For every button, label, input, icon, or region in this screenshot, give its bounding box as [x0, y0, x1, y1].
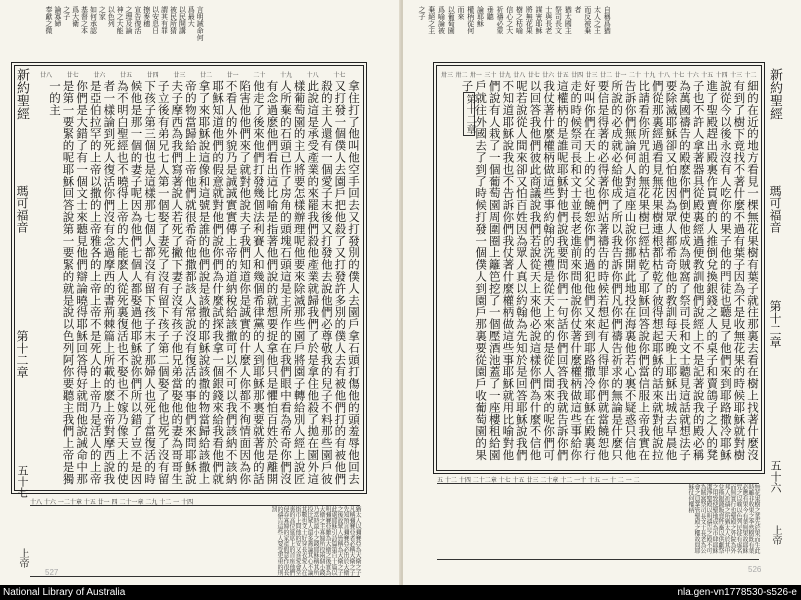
verse-numeral: 廿六: [93, 72, 106, 79]
top-note: 爲大衛: [71, 6, 80, 27]
footer-library-name: National Library of Australia: [3, 587, 126, 598]
left-page-number: 五十七: [16, 465, 29, 498]
archive-footer: [0, 585, 801, 600]
verse-numeral: 廿七: [66, 72, 79, 79]
top-note: 之子: [62, 6, 71, 20]
right-volume-mark: 上帝: [770, 525, 781, 545]
top-note: 爲喻論被: [437, 6, 446, 34]
top-note: 擦麥穗: [142, 6, 151, 27]
verse-numeral: 廿二: [200, 72, 213, 79]
right-body-text: 細的在近的地方看見一棵無花果樹有葉子就往那裏去看在樹上找著什麼沒有到了樹下竟找不著什麼不過有葉子因為不是收無花果的時候耶穌就對樹說從今以後永沒有人吃你的果子他的門徒也聽見了他們來到耶路撒冷耶穌進了聖殿趕出殿裏作買賣的人推倒兌換銀錢之人的桌子和賣鴿子之人的凳子也不許人拿著器具從殿裏經過便教訓他們說經上不是記著說我的殿必稱為萬國禱告的殿麽你們倒使他成為賊窩了祭司長和文士聽見這話就想法子要除滅耶穌卻又怕他因為眾人都希奇他的教訓每天晚上耶穌出城去早晨他們從那裏經過看見無花果樹連根都枯乾了彼得想起耶穌的話來就對他說拉比請看你所咒詛的無花果樹已經枯乾了耶穌回答說你們當信服上帝我實在告訴你們無論何人對這座山說你挪開此地投在海裏他若心裏不疑惑只信他所說的必成就必給他成了所以我告訴你們凡你們禱告祈求的無論是什麼只要信是得著的必得著你們站著禱告的時候若想起有人得罪你們就當饒恕他好叫你們在天上的父也饒恕你們的過犯他們又來到耶路撒冷耶穌在殿裏行走的時候祭司長和文士並長老進前來問他說你仗著什麼權柄做這些事給你這權柄的是誰呢耶穌對他們說我要問你們一句話你們回答我我就告訴你們我仗著什麼權柄做這些事約翰的洗禮是從天上來的是從人間來的呢你們可以回答我他們彼此商議說我們若說從天上來他必說這樣你們為什麼不信他呢若說從人間來卻又怕百姓因為眾人真以約翰為先知於是回答耶穌說我們不知道耶穌說我也不告訴你們我仗著什麼權柄做這些事耶穌就用比喻對他們說有人栽了一個葡萄園周圍圈上籬笆挖了一個壓酒池蓋了一座樓租給園戶就往外國去了到了時候打發一個僕人到園戶那裏要從園戶收葡萄園的果子: [460, 80, 760, 461]
top-note: 將無花果: [525, 6, 534, 34]
verse-numeral: 十八: [657, 72, 670, 79]
verse-numeral: 廿六: [542, 72, 555, 79]
verse-numeral: 廿三: [585, 72, 598, 79]
top-note: 之家: [98, 6, 107, 20]
top-note: 之理及論: [125, 6, 133, 34]
chapter-marker-box: 第十二章: [464, 94, 475, 134]
verse-numeral: 十七: [672, 72, 685, 79]
left-volume-mark: 上帝: [17, 548, 28, 568]
top-note: 信心之大: [505, 6, 514, 34]
verse-numeral: 卅三: [441, 72, 454, 79]
top-note: 權柄從何: [466, 6, 475, 34]
verse-numeral: 十九: [280, 72, 293, 79]
left-stamp-number: 527: [45, 568, 59, 577]
top-note: 論耶穌: [476, 6, 485, 27]
top-note: 猶太國主: [564, 6, 573, 34]
right-chapter-label: 第十二章: [768, 300, 782, 348]
left-gospel-name: 瑪可福音: [15, 185, 29, 233]
verse-numeral: 廿四: [146, 72, 159, 79]
verse-numeral: 十二: [744, 72, 757, 79]
top-note: 士與長老: [544, 6, 553, 34]
top-note: 祈禱必蒙: [496, 6, 504, 34]
top-note: 宣告復活: [133, 6, 142, 34]
right-gospel-name: 瑪可福音: [768, 185, 782, 233]
top-note: 謀害耶穌: [535, 6, 543, 34]
verse-numeral: 廿一: [614, 72, 627, 79]
right-book-title: 新約聖經: [767, 68, 782, 120]
top-note: 以色列: [107, 6, 116, 27]
verse-numeral: 十七: [333, 72, 346, 79]
verse-numeral: 卅二: [455, 72, 468, 79]
right-reference-header: 五 十二 十四 二十二章 十七 十五 廿三 二十章 十二 一十 十五 一 十 二 一 二: [437, 477, 640, 484]
top-note: 言明誡命何: [196, 6, 205, 41]
top-note: 太人之王: [593, 6, 602, 34]
verse-numeral: 十九: [643, 72, 656, 79]
top-note: 以安息日: [151, 6, 160, 34]
verse-numeral: 廿一: [226, 72, 239, 79]
verse-numeral: 廿九: [498, 72, 511, 79]
top-note: 以民開講: [178, 6, 187, 34]
top-note: 謂其有罪: [160, 6, 169, 34]
top-note: 被民所猜: [169, 6, 178, 34]
verse-numeral: 廿五: [556, 72, 569, 79]
verse-numeral: 廿七: [527, 72, 540, 79]
top-note: 論寡婦: [53, 6, 62, 27]
left-reference-text: 猶太人以彌賽亞為大衛之子凡稱彌賽亞者必稱大衛之子先知預言彌賽亞必出於大衛之後故眾人皆稱為大衛之子此處耶穌引詩篇第百十篇以明彌賽亞雖為大衛之後實為大衛之主寡婦所投兩個小錢乃當時最小之錢耶穌稱其所投比眾人還多蓋論其心不論其數也文士好穿長衣愛人在街市上問他的安又喜愛會堂裏的高位筵席上的首座他們侵吞寡婦的家產假意作很長的禱告這些人要受更重的刑罰: [270, 506, 361, 576]
verse-numeral: 十六: [686, 72, 699, 79]
verse-numeral: 廿八: [513, 72, 526, 79]
left-chapter-label: 第十二章: [15, 330, 29, 378]
verse-numeral: 卅一: [469, 72, 482, 79]
top-note: 神之大能: [116, 6, 125, 34]
right-reference-text: 無花果樹之葉先於果而生此時雖非收果之季然樹既有葉必應有果今有葉無果故耶穌咒之以喻以色列民徒有虛名而無實行也聖殿之外院為外邦人祈禱之所猶太人於其中兌換銀錢販賣牲畜以供獻祭之用致使聖地成為市肆耶穌潔淨聖殿以明禱告之殿不可為賊窩祭司長文士長老為公會之員掌管聖殿之權故問耶穌仗何權柄: [687, 484, 760, 554]
verse-numeral: 三十: [484, 72, 497, 79]
right-stamp-number: 526: [748, 565, 762, 574]
verse-numeral: 十四: [715, 72, 728, 79]
top-note: 而反被棄: [583, 6, 592, 34]
right-page-number: 五十六: [769, 460, 782, 493]
left-page: [0, 0, 400, 585]
top-note: 如何承認: [89, 6, 98, 34]
verse-numeral: 十五: [701, 72, 714, 79]
verse-numeral: 十三: [730, 72, 743, 79]
verse-numeral: 二十: [628, 72, 641, 79]
verse-numeral: 二十: [253, 72, 266, 79]
top-note: 垂聽: [486, 6, 495, 20]
verse-numeral: 廿五: [120, 72, 133, 79]
top-note: 自稱爲猶: [603, 6, 612, 34]
top-note: 而來: [457, 6, 465, 20]
top-note: 祭司長文: [554, 6, 563, 34]
verse-numeral: 廿四: [571, 72, 584, 79]
top-note: 爲最大: [187, 6, 196, 27]
right-reference-notes: [437, 483, 759, 560]
top-note: 以葡萄園: [447, 6, 456, 34]
left-reference-notes: [30, 505, 360, 577]
footer-record-id: nla.gen-vn1778530-s526-e: [677, 587, 797, 598]
top-note: 樹之枯喻: [515, 6, 524, 34]
left-body-text: 拿住打了他叫他空手回去又打發別的僕人去園戶拿石頭打傷他的頭羞辱他回去又打發一個僕人去園戶把他殺了又打發許多別的僕人去有被他們打的有被他們殺的主人還有一個愛子末後又打發他去說他們必尊敬我的兒子不料那些園戶彼此說這是承受產業的來罷我們殺他產業就歸我們了於是拿住他殺了拋在園外這樣葡萄園的主人將要怎樣辦理呢他要來除滅那些園戶將園子轉給別人經上說匠人所棄的石頭已作了房角的頭塊石頭這是主所作的在我們眼中看為希奇你們沒有念過麽他們看出這比喻是指著他們說的就想要捉拿他只是懼怕百姓於是離開他走了後來他們打發幾個法利賽人和幾個希律黨的人到耶穌那裏要就著他的話陷害他他們來了就對他說夫子我們知道你是誠實的什麼人你都不徇情面因為你不看人的外貌乃是誠誠實實傳上帝的道納稅給該撒可以不可以我們該納不該納耶穌知道他們的假意就對他們說你們為什麼試探我拿一個銀錢來給我看他們就拿了來耶穌說這像和這號是誰的他們說是該撒的耶穌說該撒的物當歸給該撒上帝的物當歸給上帝他們就很希奇他撒都該人常說沒有復活的事他們來問耶穌說夫子摩西為我們寫著說人若死了撇下妻子沒有孩子他兄弟當娶他的妻為哥哥生子立後有弟兄七人第一個娶了妻死了沒有留下孩子第二個娶了他也死了沒有留下孩子第三個也是這樣那七個人都沒有留下孩子末了那婦人也死了當復活的時候他是那一個的妻子呢因為他們七個人都娶過他耶穌說你們所以錯了豈不是因為不明白聖經也不曉得上帝的大能麽人從死裏復活也不娶也不嫁乃像天上的使者一樣論到死人復活你們沒有念過摩西的書荊棘篇上所載的麽上帝對摩西說我是亞伯拉罕的上帝以撒的上帝雅各的上帝上帝不是死人的上帝乃是活人的上帝你們是大錯了有一個文士來聽見他們辯論曉得耶穌回答得好就問他說誡命中那是第一要緊的呢耶穌回答說第一要緊的就是說以色列阿你要聽主我們上帝是獨一的主: [47, 80, 361, 485]
top-note: 棄絕之主: [427, 6, 436, 34]
top-note: 基督之本: [80, 6, 89, 34]
right-page: [403, 0, 801, 585]
top-note: 之子: [418, 6, 426, 20]
verse-numeral: 十八: [306, 72, 319, 79]
left-reference-header: 十八 十六 一二十章 十五 廿一 四 二十一章 二九 十二 一 十四: [30, 499, 194, 506]
left-book-title: 新約聖經: [14, 68, 29, 120]
top-note: 者: [574, 6, 582, 13]
verse-numeral: 廿二: [600, 72, 613, 79]
verse-numeral: 廿三: [173, 72, 186, 79]
top-note: 奉獻之微: [45, 6, 53, 34]
verse-numeral: 廿八: [40, 72, 53, 79]
